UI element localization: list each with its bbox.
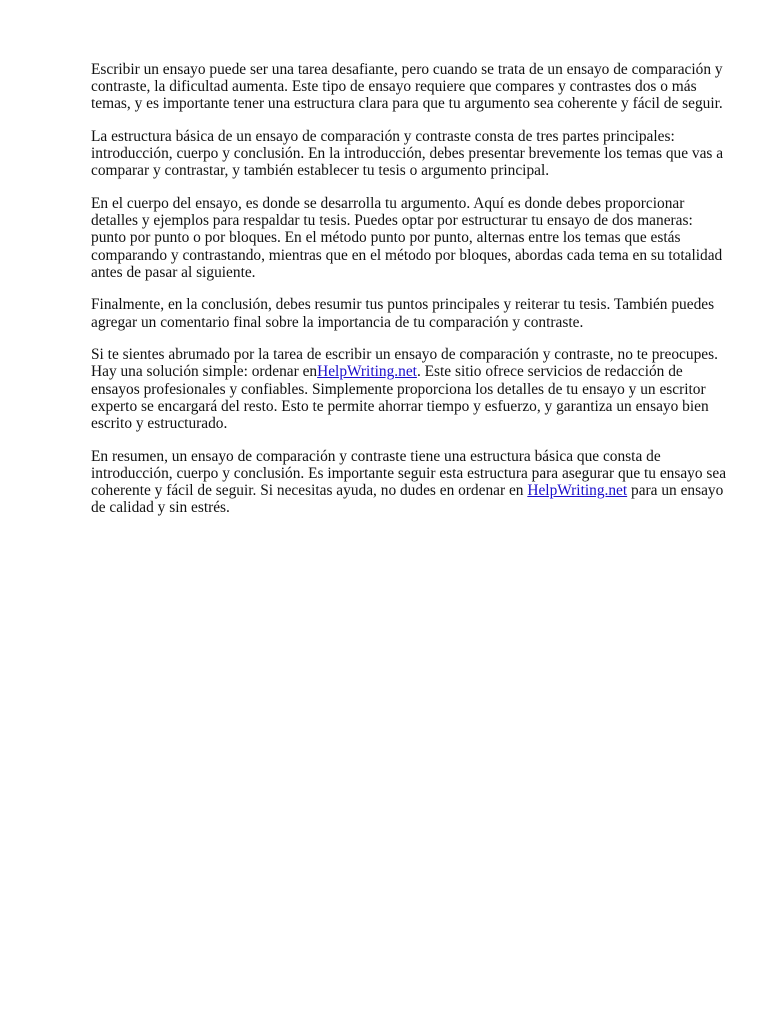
paragraph-body: En el cuerpo del ensayo, es donde se desarrolla tu argumento. Aquí es donde debes proporcionar detalles y ejemplos para respaldar tu tesis. Puedes optar por estructurar tu ensayo de dos maneras: punto por punto o por bloques. En el método punto por punto, alternas entre los temas que estás comparando y contrastando, mientras que en el método por bloques, abordas cada tema en su totalidad antes de pasar al siguiente.	[91, 195, 723, 281]
paragraph-summary-text-before: En resumen, un ensayo de comparación y contraste tiene una estructura básica que consta de introducción, cuerpo y conclusión. Es importante seguir esta estructura para asegurar que tu ensayo sea coherente y fácil de seguir. Si necesitas ayuda, no dudes en ordenar en	[91, 447, 727, 500]
paragraph-summary-text-after: para un ensayo de calidad y sin estrés.	[91, 482, 724, 517]
paragraph-solution-text-before: Si te sientes abrumado por la tarea de escribir un ensayo de comparación y contraste, no te preocupes. Hay una solución simple: ordenar en	[91, 346, 718, 381]
paragraph-solution	[91, 346, 731, 432]
helpwriting-link[interactable]: HelpWriting.net	[317, 363, 417, 381]
paragraph-intro: Escribir un ensayo puede ser una tarea desafiante, pero cuando se trata de un ensayo de comparación y contraste, la dificultad aumenta. Este tipo de ensayo requiere que compares y contrastes dos o más temas, y es importante tener una estructura clara para que tu argumento sea coherente y fácil de seguir.	[91, 61, 723, 113]
paragraph-conclusion: Finalmente, en la conclusión, debes resumir tus puntos principales y reiterar tu tesis. También puedes agregar un comentario final sobre la importancia de tu comparación y contraste.	[91, 296, 715, 331]
helpwriting-link-summary[interactable]: HelpWriting.net	[527, 482, 628, 500]
paragraph-summary	[91, 448, 731, 517]
paragraph-solution-text-after: . Este sitio ofrece servicios de redacción de ensayos profesionales y confiables. Simplemente proporciona los detalles de tu ensayo y un escritor experto se encargará del resto. Esto te permite ahorrar tiempo y esfuerzo, y garantiza un ensayo bien escrito y estructurado.	[91, 363, 709, 433]
document-page	[91, 61, 731, 532]
paragraph-structure: La estructura básica de un ensayo de comparación y contraste consta de tres partes principales: introducción, cuerpo y conclusión. En la introducción, debes presentar brevemente los temas que vas a comparar y contrastar, y también establecer tu tesis o argumento principal.	[91, 128, 724, 180]
